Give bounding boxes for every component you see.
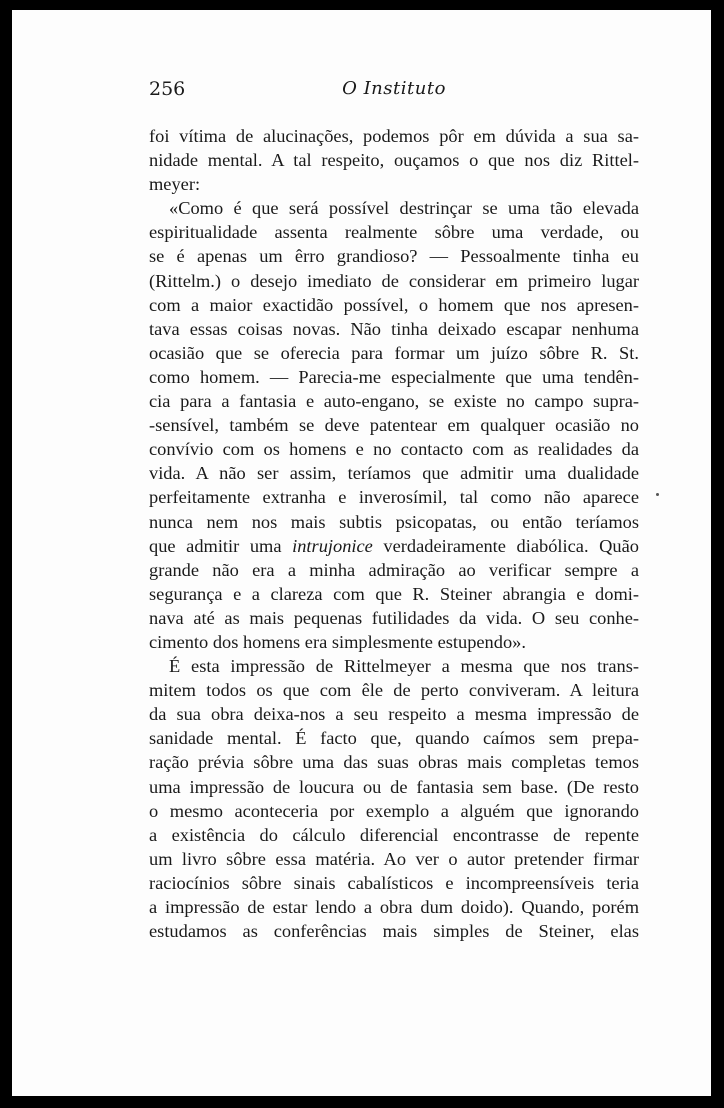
text-line: um livro sôbre essa matéria. Ao ver o autor pretender firmar bbox=[149, 848, 639, 869]
text-line: cia para a fantasia e auto-engano, se existe no campo supra- bbox=[149, 391, 639, 412]
text-segment: verdadeiramente diabólica. Quão bbox=[372, 535, 639, 556]
text-segment: que admitir uma bbox=[149, 535, 293, 556]
text-line: ocasião que se oferecia para formar um juízo sôbre R. St. bbox=[149, 342, 639, 363]
running-title: O Instituto bbox=[342, 78, 446, 99]
text-line: mitem todos os que com êle de perto conviveram. A leitura bbox=[149, 680, 639, 701]
text-line: raciocínios sôbre sinais cabalísticos e incompreensíveis teria bbox=[149, 872, 639, 893]
text-line: meyer: bbox=[149, 174, 201, 195]
text-line: se é apenas um êrro grandioso? — Pessoalmente tinha eu bbox=[149, 246, 639, 267]
text-line: cimento dos homens era simplesmente estupendo». bbox=[149, 631, 526, 652]
text-line: (Rittelm.) o desejo imediato de considerar em primeiro lugar bbox=[149, 270, 639, 291]
text-line: nunca nem nos mais subtis psicopatas, ou então teríamos bbox=[149, 511, 639, 532]
text-line: como homem. — Parecia-me especialmente que uma tendên- bbox=[149, 366, 639, 387]
text-line: a existência do cálculo diferencial encontrasse de repente bbox=[149, 824, 639, 845]
text-line: estudamos as conferências mais simples de Steiner, elas bbox=[149, 921, 639, 942]
text-line: «Como é que será possível destrinçar se uma tão elevada bbox=[169, 198, 639, 219]
margin-speck bbox=[656, 493, 659, 496]
text-line: convívio com os homens e no contacto com as realidades da bbox=[149, 439, 639, 460]
text-line: tava essas coisas novas. Não tinha deixado escapar nenhuma bbox=[149, 318, 639, 339]
text-line: sanidade mental. É facto que, quando caímos sem prepa- bbox=[149, 728, 639, 749]
body-text bbox=[149, 124, 639, 943]
text-line bbox=[149, 534, 639, 558]
page-number: 256 bbox=[149, 78, 186, 100]
text-line: da sua obra deixa-nos a seu respeito a mesma impressão de bbox=[149, 704, 639, 725]
text-line: com a maior exactidão possível, o homem que nos apresen- bbox=[149, 294, 639, 315]
emphasized-word: intrujonice bbox=[292, 535, 373, 556]
text-line: ração prévia sôbre uma das suas obras mais completas temos bbox=[149, 752, 639, 773]
text-line: grande não era a minha admiração ao verificar sempre a bbox=[149, 559, 639, 580]
book-page bbox=[12, 10, 711, 1096]
text-line: segurança e a clareza com que R. Steiner abrangia e domi- bbox=[149, 583, 639, 604]
text-line: a impressão de estar lendo a obra dum doido). Quando, porém bbox=[149, 897, 639, 917]
text-line: foi vítima de alucinações, podemos pôr em dúvida a sua sa- bbox=[149, 126, 639, 146]
text-line: nidade mental. A tal respeito, ouçamos o que nos diz Rittel- bbox=[149, 150, 639, 171]
text-line: vida. A não ser assim, teríamos que admitir uma dualidade bbox=[149, 463, 639, 484]
text-line: perfeitamente extranha e inverosímil, tal como não aparece bbox=[149, 487, 639, 508]
text-line: espiritualidade assenta realmente sôbre uma verdade, ou bbox=[149, 222, 639, 243]
text-line: o mesmo aconteceria por exemplo a alguém que ignorando bbox=[149, 800, 639, 821]
text-line: -sensível, também se deve patentear em qualquer ocasião no bbox=[149, 415, 639, 436]
text-line: uma impressão de loucura ou de fantasia sem base. (De resto bbox=[149, 776, 639, 797]
page-header bbox=[149, 74, 639, 104]
text-line: É esta impressão de Rittelmeyer a mesma que nos trans- bbox=[169, 656, 639, 677]
text-line: nava até as mais pequenas futilidades da vida. O seu conhe- bbox=[149, 607, 639, 628]
